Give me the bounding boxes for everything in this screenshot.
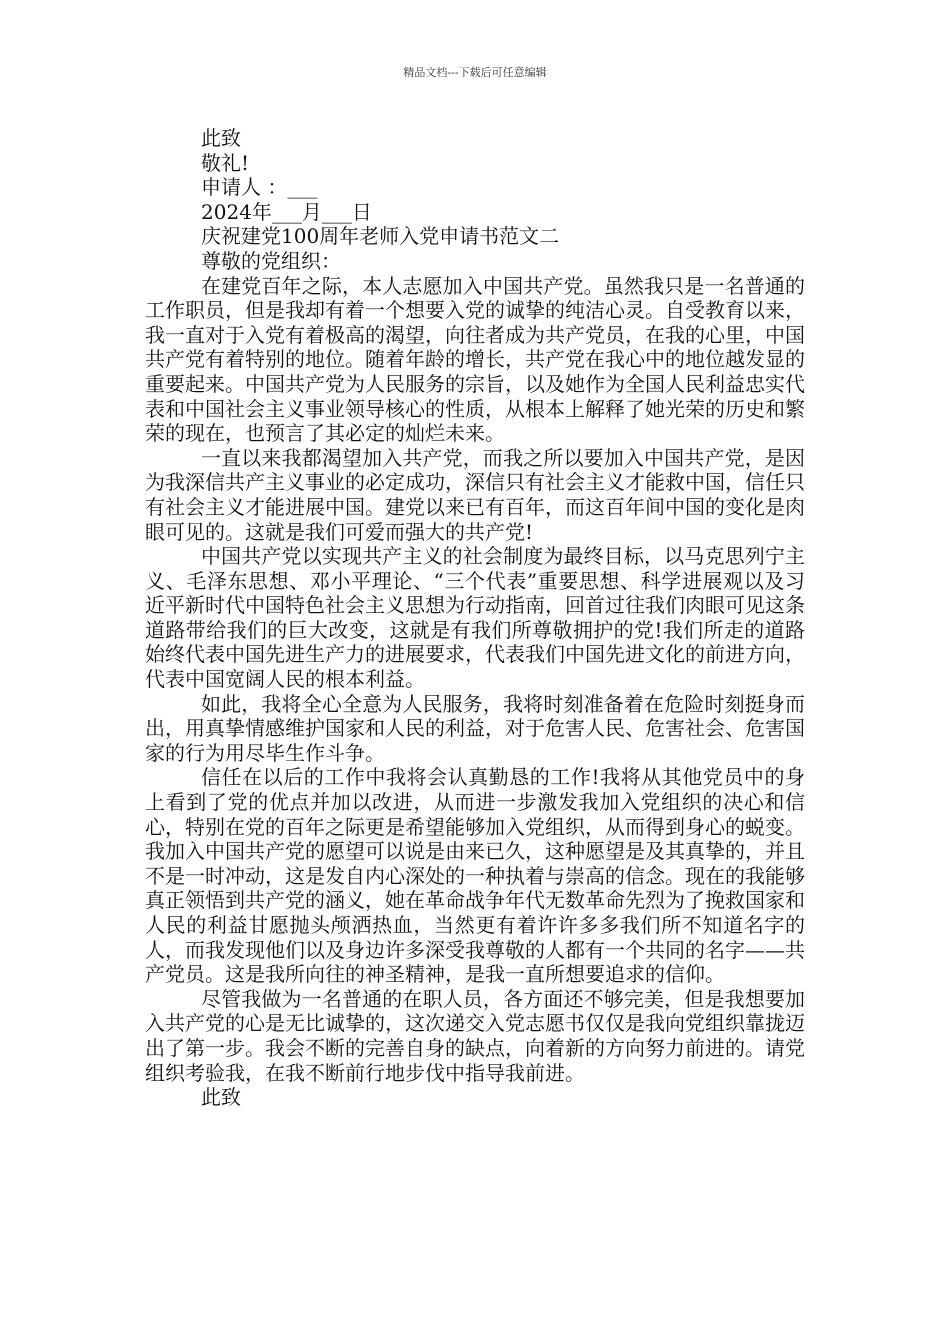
closing: 此致 <box>201 1085 241 1110</box>
date-line: 2024年___月___日 <box>201 199 372 224</box>
page-header: 精品文档---下载后可任意编辑 <box>403 66 547 79</box>
paragraph: 信任在以后的工作中我将会认真勤恳的工作!我将从其他党员中的身上看到了党的优点并加以改进，从而进一步激发我加入党组织的决心和信心，特别在党的百年之际更是希望能够加入党组织，从而得到身心的蜕变。我加入中国共产党的愿望可以说是由来已久，这种愿望是及其真挚的，并且不是一时冲动，这是发自内心深处的一种执着与崇高的信念。现在的我能够真正领悟到共产党的涵义，她在革命战争年代无数革命先烈为了挽救国家和人民的利益甘愿抛头颅洒热血，当然更有着许许多多我们所不知道名字的人，而我发现他们以及身边许多深受我尊敬的人都有一个共同的名字——共产党员。这是我所向往的神圣精神，是我一直所想要追求的信仰。 <box>145 765 805 987</box>
paragraph: 尽管我做为一名普通的在职人员，各方面还不够完美，但是我想要加入共产党的心是无比诚挚的，这次递交入党志愿书仅仅是我向党组织靠拢迈出了第一步。我会不断的完善自身的缺点，向着新的方向努力前进的。请党组织考验我，在我不断前行地步伐中指导我前进。 <box>145 986 805 1085</box>
salutation-regards: 敬礼! <box>201 150 250 175</box>
article-title: 庆祝建党100周年老师入党申请书范文二 <box>201 224 560 249</box>
applicant-line: 申请人 ：___ <box>201 175 318 200</box>
paragraph: 如此，我将全心全意为人民服务，我将时刻准备着在危险时刻挺身而出，用真挚情感维护国家和人民的利益，对于危害人民、危害社会、危害国家的行为用尽毕生作斗争。 <box>145 691 805 765</box>
document-body <box>145 126 805 1110</box>
paragraph: 一直以来我都渴望加入共产党，而我之所以要加入中国共产党，是因为我深信共产主义事业的必定成功，深信只有社会主义才能救中国，信任只有社会主义才能进展中国。建党以来已有百年，而这百年间中国的变化是肉眼可见的。这就是我们可爱而强大的共产党! <box>145 445 805 544</box>
greeting: 尊敬的党组织： <box>201 248 341 273</box>
salutation-top: 此致 <box>201 126 241 150</box>
paragraph: 中国共产党以实现共产主义的社会制度为最终目标，以马克思列宁主义、毛泽东思想、邓小平理论、“三个代表”重要思想、科学进展观以及习近平新时代中国特色社会主义思想为行动指南，回首过往我们肉眼可见这条道路带给我们的巨大改变，这就是有我们所尊敬拥护的党!我们所走的道路始终代表中国先进生产力的进展要求，代表我们中国先进文化的前进方向，代表中国宽阔人民的根本利益。 <box>145 544 805 692</box>
paragraph: 在建党百年之际，本人志愿加入中国共产党。虽然我只是一名普通的工作职员，但是我却有着一个想要入党的诚挚的纯洁心灵。自受教育以来，我一直对于入党有着极高的渴望，向往者成为共产党员，在我的心里，中国共产党有着特别的地位。随着年龄的增长，共产党在我心中的地位越发显的重要起来。中国共产党为人民服务的宗旨，以及她作为全国人民利益忠实代表和中国社会主义事业领导核心的性质，从根本上解释了她光荣的历史和繁荣的现在，也预言了其必定的灿烂未来。 <box>145 273 805 446</box>
